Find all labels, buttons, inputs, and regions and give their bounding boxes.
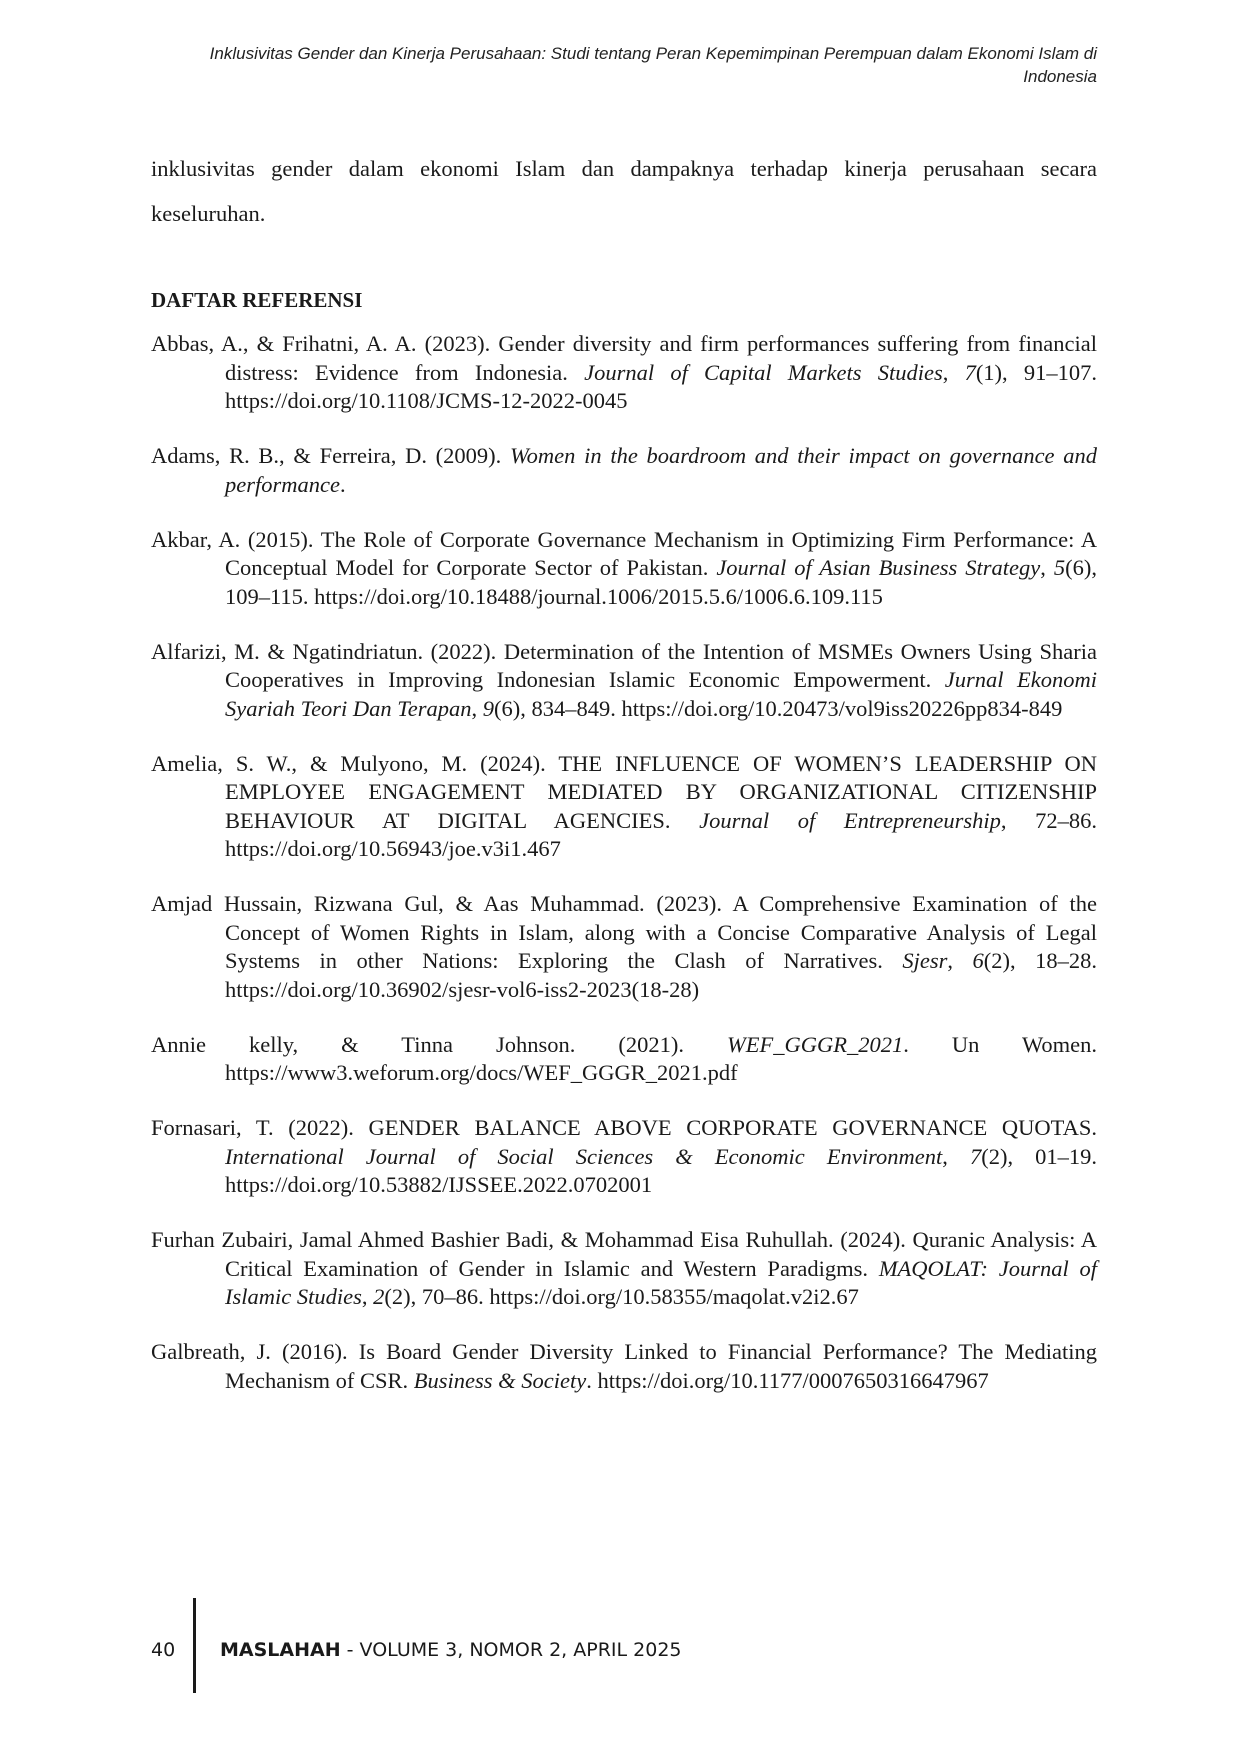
reference-item: [151, 330, 1097, 416]
ref-volume: 2: [373, 1284, 385, 1309]
ref-separator: ,: [471, 695, 483, 721]
ref-source: International Journal of Social Sciences & Economic Environment: [225, 1143, 943, 1169]
ref-text: Annie kelly, & Tinna Johnson. (2021).: [151, 1031, 727, 1057]
ref-text: Galbreath, J. (2016). Is Board Gender Diversity Linked to Financial Performance? The Mediating Mechanism of CSR.: [151, 1339, 1097, 1393]
running-head: Inklusivitas Gender dan Kinerja Perusahaan: Studi tentang Peran Kepemimpinan Perempuan dalam Ekonomi Islam di Indonesia: [209, 44, 1097, 86]
ref-details: (6), 109–115. https://doi.org/10.18488/journal.1006/2015.5.6/1006.6.109.115: [225, 555, 1098, 609]
ref-details: (1), 91–107. https://doi.org/10.1108/JCMS-12-2022-0045: [225, 359, 1098, 413]
ref-volume: 6: [972, 948, 984, 973]
reference-item: [151, 526, 1097, 612]
ref-text: Furhan Zubairi, Jamal Ahmed Bashier Badi, & Mohammad Eisa Ruhullah. (2024). Quranic Analysis: A Critical Examination of Gender in Islamic and Western Paradigms.: [151, 1227, 1097, 1281]
ref-text: Abbas, A., & Frihatni, A. A. (2023). Gender diversity and firm performances suffering from financial distress: Evidence from Indonesia.: [151, 331, 1097, 385]
journal-info: [220, 1598, 682, 1662]
ref-text: Amelia, S. W., & Mulyono, M. (2024). THE INFLUENCE OF WOMEN’S LEADERSHIP ON EMPLOYEE ENGAGEMENT MEDIATED BY ORGANIZATIONAL CITIZENSHIP BEHAVIOUR AT DIGITAL AGENCIES.: [151, 750, 1097, 833]
ref-source: Journal of Asian Business Strategy: [716, 555, 1041, 580]
ref-volume: 7: [964, 359, 976, 385]
ref-separator: ,: [947, 948, 973, 973]
ref-source: WEF_GGGR_2021: [726, 1031, 904, 1057]
reference-list: [151, 330, 1097, 1422]
reference-item: [151, 442, 1097, 499]
ref-details: (6), 834–849. https://doi.org/10.20473/vol9iss20226pp834-849: [494, 695, 1063, 721]
ref-source: Women in the boardroom and their impact on governance and performance: [225, 443, 1097, 497]
ref-separator: ,: [1040, 555, 1054, 580]
ref-source: MAQOLAT: Journal of Islamic Studies: [225, 1255, 1097, 1309]
ref-text: Akbar, A. (2015). The Role of Corporate Governance Mechanism in Optimizing Firm Performance: A Conceptual Model for Corporate Sector of Pakistan.: [151, 526, 1097, 580]
reference-item: [151, 890, 1097, 1004]
ref-source: Business & Society: [413, 1367, 587, 1393]
ref-text: Adams, R. B., & Ferreira, D. (2009).: [151, 443, 510, 468]
page-footer: [151, 1598, 682, 1693]
ref-separator: ,: [361, 1284, 374, 1309]
ref-volume: 7: [969, 1143, 982, 1169]
ref-text: Amjad Hussain, Rizwana Gul, & Aas Muhammad. (2023). A Comprehensive Examination of the Concept of Women Rights in Islam, along with a Concise Comparative Analysis of Legal Systems in other Nations: Exploring the Clash of Narratives.: [151, 891, 1097, 973]
journal-name: MASLAHAH: [220, 1639, 341, 1661]
ref-separator: ,: [942, 359, 965, 385]
ref-source: Journal of Capital Markets Studies: [584, 359, 943, 385]
reference-item: [151, 1031, 1097, 1088]
reference-item: [151, 750, 1097, 864]
ref-source: Journal of Entrepreneurship: [699, 807, 1001, 833]
footer-divider: [193, 1598, 196, 1693]
ref-details: (2), 70–86. https://doi.org/10.58355/maqolat.v2i2.67: [384, 1284, 859, 1309]
ref-details: . https://doi.org/10.1177/0007650316647967: [586, 1367, 989, 1393]
ref-details: (2), 01–19. https://doi.org/10.53882/IJSSEE.2022.0702001: [225, 1143, 1098, 1197]
ref-text: Fornasari, T. (2022). GENDER BALANCE ABOVE CORPORATE GOVERNANCE QUOTAS.: [151, 1115, 1097, 1140]
ref-details: .: [339, 471, 346, 497]
reference-item: [151, 1226, 1097, 1312]
reference-item: [151, 1338, 1097, 1395]
ref-details: (2), 18–28. https://doi.org/10.36902/sjesr-vol6-iss2-2023(18-28): [225, 948, 1097, 1002]
journal-issue: - VOLUME 3, NOMOR 2, APRIL 2025: [340, 1639, 682, 1661]
reference-item: [151, 1114, 1097, 1200]
section-heading: DAFTAR REFERENSI: [151, 288, 363, 312]
ref-source: Sjesr: [902, 948, 948, 973]
page-number: 40: [151, 1639, 176, 1661]
ref-volume: 9: [482, 695, 495, 721]
ref-details: , 72–86. https://doi.org/10.56943/joe.v3i1.467: [225, 807, 1097, 861]
ref-details: . Un Women. https://www3.weforum.org/docs/WEF_GGGR_2021.pdf: [225, 1031, 1097, 1085]
ref-text: Alfarizi, M. & Ngatindriatun. (2022). Determination of the Intention of MSMEs Owners Using Sharia Cooperatives in Improving Indonesian Islamic Economic Empowerment.: [151, 638, 1097, 692]
body-paragraph: inklusivitas gender dalam ekonomi Islam dan dampaknya terhadap kinerja perusahaan secara keseluruhan.: [151, 156, 1097, 226]
ref-source: Jurnal Ekonomi Syariah Teori Dan Terapan: [225, 667, 1097, 721]
ref-volume: 5: [1053, 555, 1066, 580]
ref-separator: ,: [942, 1143, 970, 1169]
reference-item: [151, 638, 1097, 724]
